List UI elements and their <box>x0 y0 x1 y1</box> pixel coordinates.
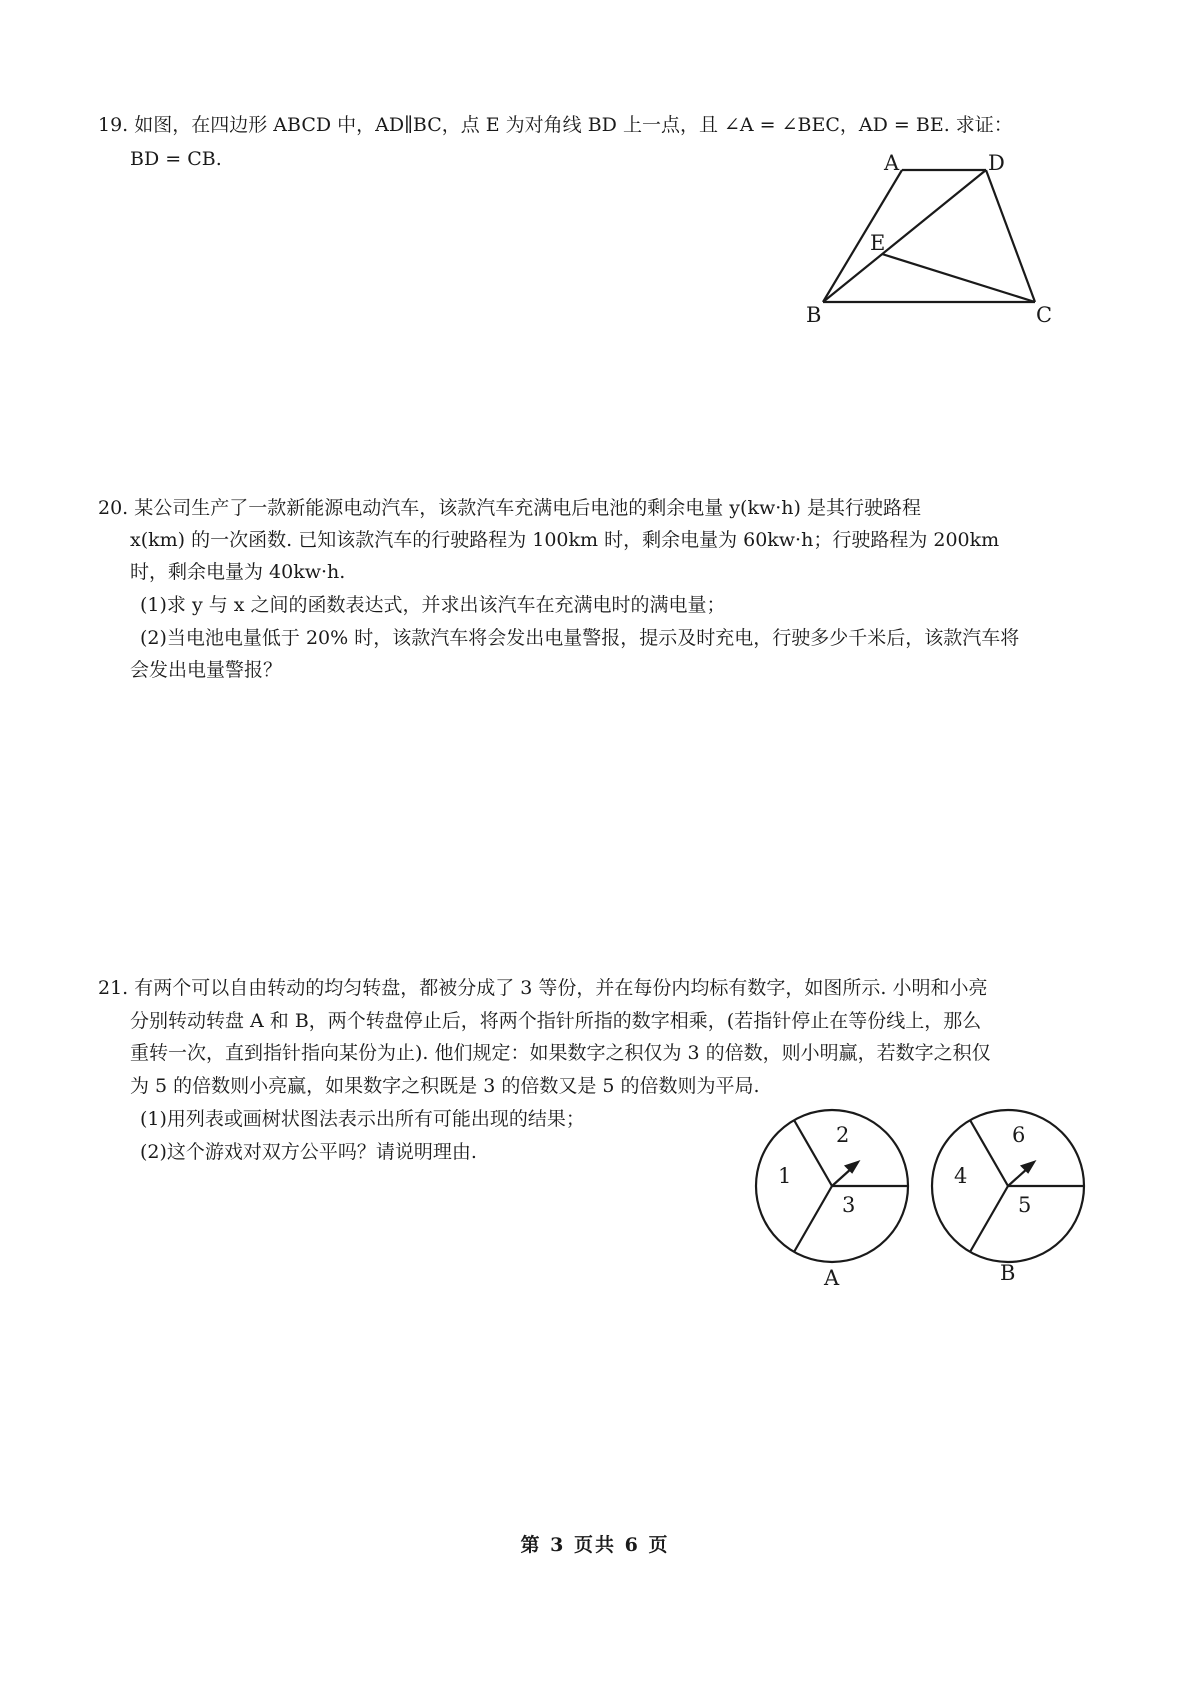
q21-text-line-1: 21. 有两个可以自由转动的均匀转盘，都被分成了 3 等份，并在每份内均标有数字，如图所示. 小明和小亮 <box>98 977 988 999</box>
q20-text-line-1: 20. 某公司生产了一款新能源电动汽车，该款汽车充满电后电池的剩余电量 y(kw·h) 是其行驶路程 <box>98 497 921 519</box>
spinner-b-number-4: 4 <box>954 1164 968 1188</box>
segment-ec <box>882 254 1035 302</box>
spinner-a-number-3: 3 <box>842 1193 856 1217</box>
spinner-b-divider-3 <box>970 1186 1008 1252</box>
q20-part-2: (2)当电池电量低于 20% 时，该款汽车将会发出电量警报，提示及时充电，行驶多少千米后，该款汽车将 <box>140 627 1020 649</box>
spinner-a-divider-2 <box>794 1120 832 1186</box>
segment-ab <box>823 170 902 302</box>
spinner-a-label: A <box>824 1266 840 1290</box>
q21-part-1: (1)用列表或画树状图法表示出所有可能出现的结果； <box>140 1108 585 1130</box>
q20-text-line-2: x(km) 的一次函数. 已知该款汽车的行驶路程为 100km 时，剩余电量为 60kw·h；行驶路程为 200km <box>130 529 1000 551</box>
q21-text-line-2: 分别转动转盘 A 和 B，两个转盘停止后，将两个指针所指的数字相乘，(若指针停止在等份线上，那么 <box>130 1010 982 1032</box>
spinner-a-number-2: 2 <box>836 1123 850 1147</box>
spinner-b-label: B <box>1000 1261 1016 1285</box>
spinner-b-number-5: 5 <box>1018 1193 1032 1217</box>
spinner-b-divider-2 <box>970 1120 1008 1186</box>
spinner-a-number-1: 1 <box>778 1164 792 1188</box>
spinner-b-number-6: 6 <box>1012 1123 1026 1147</box>
segment-dc <box>986 170 1035 302</box>
page-footer: 第 3 页共 6 页 <box>520 1534 670 1556</box>
vertex-label-d: D <box>988 151 1005 175</box>
q20-text-line-3: 时，剩余电量为 40kw·h. <box>130 561 346 583</box>
vertex-label-c: C <box>1036 303 1053 327</box>
vertex-label-a: A <box>884 151 900 175</box>
segment-bd <box>823 170 986 302</box>
q21-text-line-3: 重转一次，直到指针指向某份为止). 他们规定：如果数字之积仅为 3 的倍数，则小明赢，若数字之积仅 <box>130 1042 991 1064</box>
q21-part-2: (2)这个游戏对双方公平吗？请说明理由. <box>140 1141 477 1163</box>
q19-text-line-2: BD = CB. <box>130 148 222 170</box>
spinner-b-pointer <box>1008 1168 1028 1186</box>
q21-text-line-4: 为 5 的倍数则小亮赢，如果数字之积既是 3 的倍数又是 5 的倍数则为平局. <box>130 1075 760 1097</box>
vertex-label-b: B <box>806 303 822 327</box>
q20-part-2-cont: 会发出电量警报？ <box>130 659 283 681</box>
q19-text-line-1: 19. 如图，在四边形 ABCD 中，AD∥BC，点 E 为对角线 BD 上一点，且 ∠A = ∠BEC，AD = BE. 求证： <box>98 114 1013 136</box>
quadrilateral-figure <box>823 170 1035 302</box>
q20-part-1: (1)求 y 与 x 之间的函数表达式，并求出该汽车在充满电时的满电量； <box>140 594 726 616</box>
spinner-a-pointer <box>832 1168 852 1186</box>
vertex-label-e: E <box>870 231 886 255</box>
spinner-a-divider-3 <box>794 1186 832 1252</box>
